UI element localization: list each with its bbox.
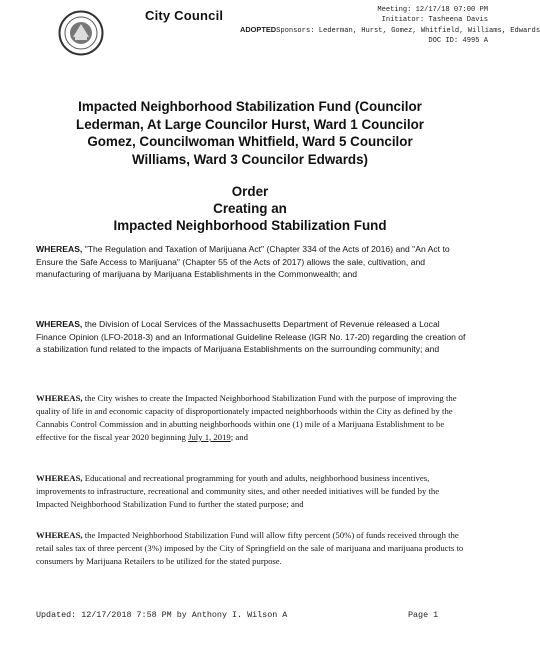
whereas-lead: WHEREAS, (36, 530, 83, 540)
paragraph-text: the Impacted Neighborhood Stabilization Fund will allow fifty percent (50%) of funds received through the retail sales tax of three percent (3%) imposed by the City of Springfield on the sale of marijuana and marijuana products to consumers by Marijuana Retailers to be utilized for the stated purpose. (36, 530, 464, 566)
paragraph-text: "The Regulation and Taxation of Marijuana Act" (Chapter 334 of the Acts of 2016) and "An Act to Ensure the Safe Access to Marijuana" (Chapter 55 of the Acts of 2017) allows the sale, cultivation, and manufacturing of marijuana by Marijuana Establishments in the Commonwealth; and (36, 244, 450, 280)
city-seal-icon (58, 10, 104, 56)
order-heading (60, 183, 440, 234)
whereas-lead: WHEREAS, (36, 319, 83, 329)
order-line-1: Order (231, 184, 269, 199)
council-name: City Council (145, 8, 224, 23)
page-number: Page 1 (408, 610, 439, 620)
whereas-paragraph-2 (36, 318, 468, 356)
doc-id: DOC ID: 4995 A (428, 36, 488, 45)
whereas-lead: WHEREAS, (36, 473, 83, 483)
whereas-lead: WHEREAS, (36, 244, 83, 254)
effective-date: July 1, 2019 (188, 431, 231, 442)
meeting-date: Meeting: 12/17/18 07:00 PM (377, 6, 488, 14)
whereas-lead: WHEREAS, (36, 393, 83, 403)
whereas-paragraph-1 (36, 243, 468, 281)
updated-footer: Updated: 12/17/2018 7:58 PM by Anthony I. Wilson A (36, 610, 288, 620)
sponsors: Sponsors: Lederman, Hurst, Gomez, Whitfield, Williams, Edwards (276, 27, 540, 36)
paragraph-text-end: ; and (230, 431, 248, 442)
whereas-paragraph-3 (36, 392, 468, 444)
status-sponsors-line (240, 25, 540, 37)
document-title: Impacted Neighborhood Stabilization Fund (Councilor Lederman, At Large Councilor Hurst, Ward 1 Councilor Gomez, Councilwoman Whitfield, Ward 5 Councilor Williams, Ward 3 Councilor Edwards) (76, 99, 424, 167)
whereas-paragraph-4 (36, 472, 468, 511)
whereas-paragraph-5 (36, 529, 468, 568)
paragraph-text: the City wishes to create the Impacted Neighborhood Stabilization Fund with the purpose of improving the quality of life in and economic capacity of disproportionately impacted neighborhoods within the City as defined by the Cannabis Control Commission and in abutting neighborhoods within one (1) mile of a Marijuana Establishment to be effective for the fiscal year 2020 beginning (36, 393, 457, 442)
meeting-metadata (240, 6, 540, 46)
status-adopted: ADOPTED (240, 25, 277, 35)
order-line-2: Creating an (213, 201, 287, 216)
initiator: Initiator: Tasheena Davis (381, 15, 488, 24)
order-line-3: Impacted Neighborhood Stabilization Fund (113, 218, 387, 233)
paragraph-text: Educational and recreational programming for youth and adults, neighborhood business incentives, improvements to infrastructure, recreational and community sites, and other needed initiatives will be funded by the Impacted Neighborhood Stabilization Fund to further the stated purpose; and (36, 473, 440, 509)
paragraph-text: the Division of Local Services of the Massachusetts Department of Revenue released a Local Finance Opinion (LFO-2018-3) and an Informational Guideline Release (IGR No. 17-20) regarding the creation of a stabilization fund related to the impacts of Marijuana Establishments on the surrounding community; and (36, 319, 466, 355)
